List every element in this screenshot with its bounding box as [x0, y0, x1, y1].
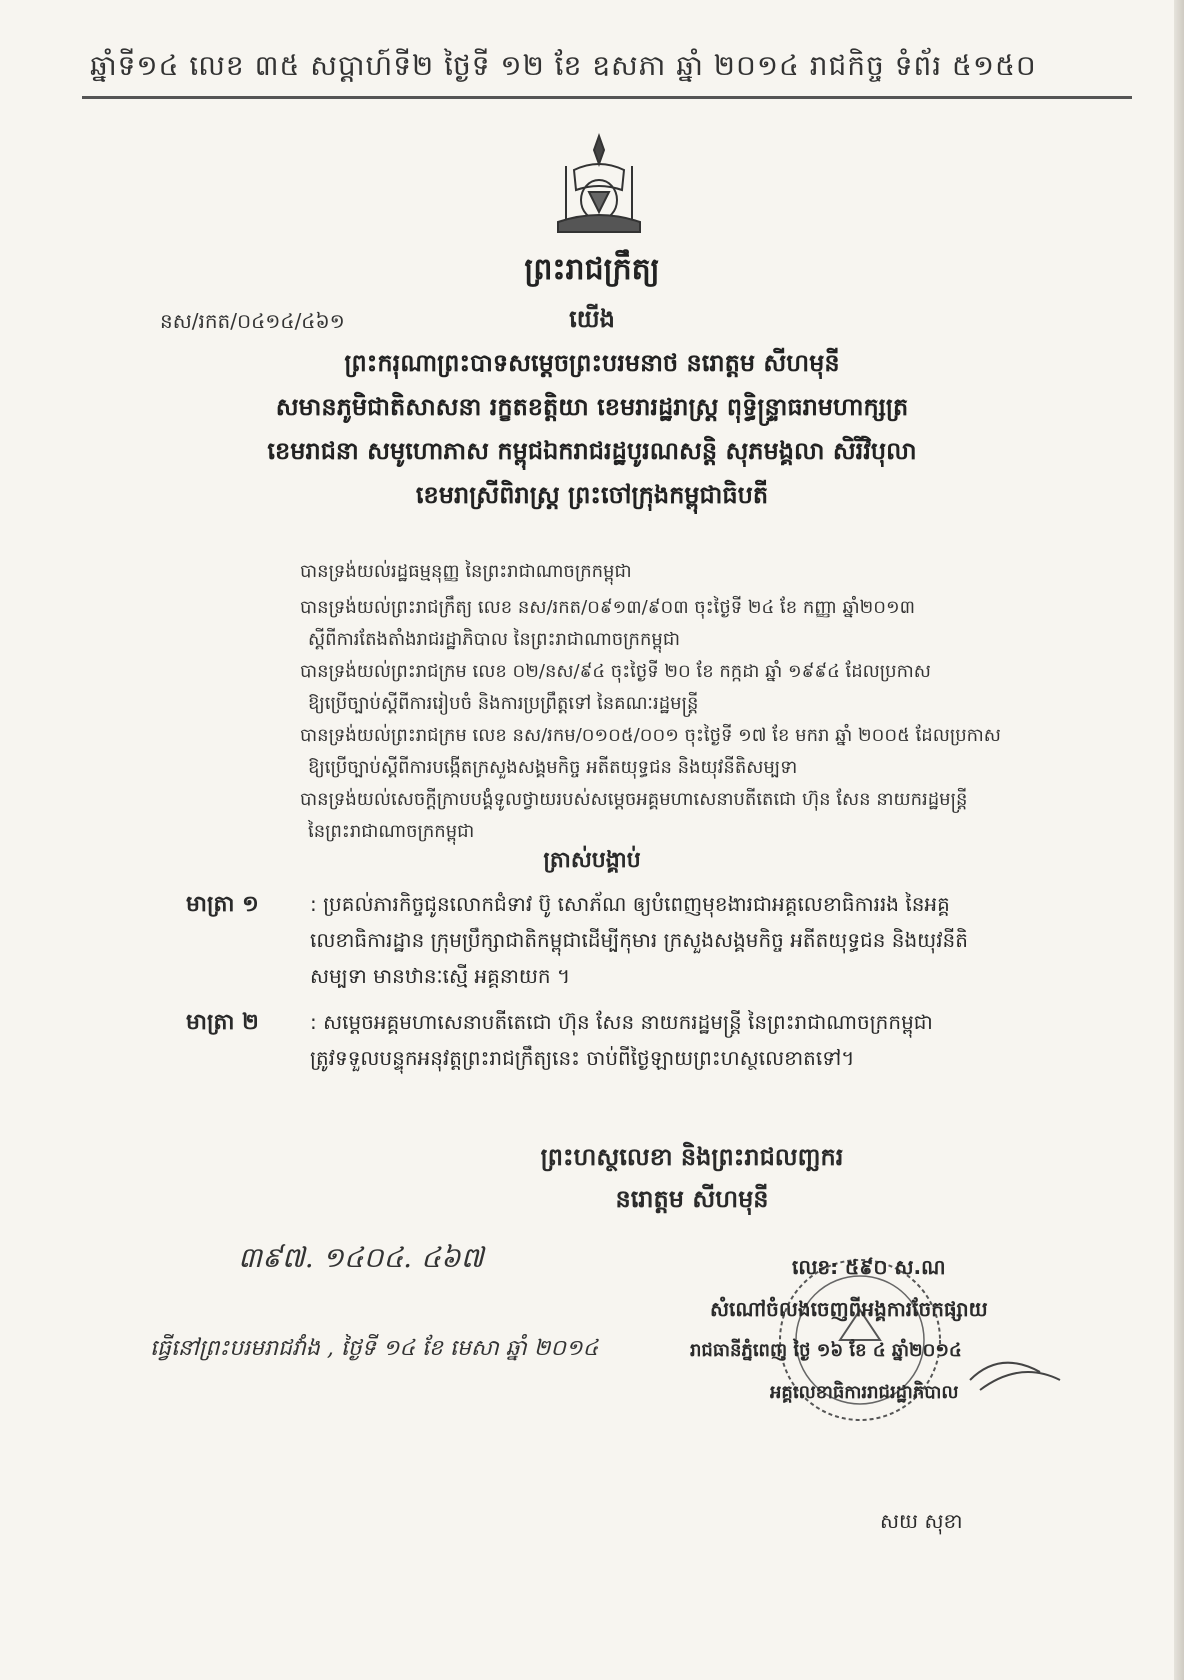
document-title: ព្រះរាជក្រឹត្យ: [524, 252, 660, 287]
stamp-office: សំណៅចំលងចេញពីអង្គការចែកផ្សាយ: [710, 1297, 988, 1321]
header-divider: [82, 96, 1132, 99]
visa-clause: [300, 720, 1080, 784]
stamp-number: លេខ: ៥៩០ ស.ណ: [792, 1255, 946, 1279]
stamp-authority: អគ្គលេខាធិការរាជរដ្ឋាភិបាល: [770, 1382, 959, 1403]
royal-title-line: សមានភូមិជាតិសាសនា រក្ខតខត្តិយា ខេមរារដ្ឋរាស្ត្រ ពុទ្ធិន្ទ្រាធរាមហាក្សត្រ: [275, 392, 909, 421]
visa-line: បានទ្រង់យល់ព្រះរាជក្រម លេខ ០២/នស/៩៤ ចុះថ្ងៃទី ២០ ខែ កក្កដា ឆ្នាំ ១៩៩៤ ដែលប្រកាស: [300, 661, 931, 682]
article-line: សម្បទា មានឋានៈស្មើ អគ្គនាយក ។: [310, 964, 571, 988]
royal-title-line: ខេមរាជនា សមូហោភាស កម្ពុជឯករាជរដ្ឋបូរណសន្តិ សុភមង្គលា សិរីវិបុលា: [267, 436, 917, 465]
article-line: : ប្រគល់ភារកិច្ចជូនលោកជំទាវ ប៊ូ សោភ័ណ ឲ្យបំពេញមុខងារជាអគ្គលេខាធិការរង នៃអគ្គ: [310, 892, 950, 916]
article-line: ត្រូវទទួលបន្ទុកអនុវត្តព្រះរាជក្រឹត្យនេះ ចាប់ពីថ្ងៃឡាយព្រះហស្ថលេខាតទៅ។: [310, 1046, 855, 1070]
visa-line: ស្តីពីការតែងតាំងរាជរដ្ឋាភិបាល នៃព្រះរាជាណាចក្រកម្ពុជា: [308, 629, 680, 650]
article-label: មាត្រា ១: [186, 892, 259, 917]
visa-clause: [300, 592, 1080, 656]
gazette-header: ឆ្នាំទី១៤ លេខ ៣៥ សប្តាហ៍ទី២ ថ្ងៃទី ១២ ខែ ឧសភា ឆ្នាំ ២០១៤ រាជកិច្ច ទំព័រ ៥១៥០: [90, 49, 1037, 82]
royal-emblem-icon: [544, 130, 654, 240]
we-heading: យើង: [569, 305, 615, 333]
visa-line: ឱ្យប្រើច្បាប់ស្តីពីការរៀបចំ និងការប្រព្រឹត្តទៅ នៃគណៈរដ្ឋមន្ត្រី: [308, 693, 699, 714]
stamp-signer: សយ សុខា: [880, 1509, 963, 1533]
visa-line: បានទ្រង់យល់ព្រះរាជក្រម លេខ នស/រកម/០១០៥/០០១ ចុះថ្ងៃទី ១៧ ខែ មករា ឆ្នាំ ២០០៥ ដែលប្រកាស: [300, 725, 1001, 746]
article-line: លេខាធិការដ្ឋាន ក្រុមប្រឹក្សាជាតិកម្ពុជាដើម្បីកុមារ ក្រសួងសង្គមកិច្ច អតីតយុទ្ធជន និងយុវនីតិ: [310, 928, 968, 952]
visa-clause: [300, 656, 1080, 720]
visa-clause: [300, 784, 1080, 848]
decree-heading: ត្រាស់បង្គាប់: [543, 848, 641, 873]
article-label: មាត្រា ២: [186, 1010, 259, 1035]
handwritten-reference: ៣៩៧. ១៤០៤. ៤៦៧: [238, 1241, 484, 1274]
visa-line: បានទ្រង់យល់សេចក្តីក្រាបបង្គំទូលថ្វាយរបស់សម្តេចអគ្គមហាសេនាបតីតេជោ ហ៊ុន សែន នាយករដ្ឋមន្ត្រី: [300, 789, 968, 810]
royal-title-line: ព្រះករុណាព្រះបាទសម្តេចព្រះបរមនាថ នរោត្តម សីហមុនី: [344, 348, 840, 377]
visa-line: ឱ្យប្រើច្បាប់ស្តីពីការបង្កើតក្រសួងសង្គមកិច្ច អតីតយុទ្ធជន និងយុវនីតិសម្បទា: [308, 757, 798, 778]
article-body: [310, 1004, 1070, 1076]
article-body: [310, 886, 1070, 994]
signature-title: ព្រះហស្ថលេខា និងព្រះរាជលញ្ឆករ: [540, 1143, 844, 1171]
reference-number: នស/រកត/០៤១៤/៤៦១: [160, 309, 345, 333]
signatory-name: នរោត្តម សីហមុនី: [615, 1185, 769, 1213]
article-line: : សម្តេចអគ្គមហាសេនាបតីតេជោ ហ៊ុន សែន នាយករដ្ឋមន្ត្រី នៃព្រះរាជាណាចក្រកម្ពុជា: [310, 1010, 933, 1034]
visa-line: បានទ្រង់យល់ព្រះរាជក្រឹត្យ លេខ នស/រកត/០៩១៣/៩០៣ ចុះថ្ងៃទី ២៤ ខែ កញ្ញា ឆ្នាំ២០១៣: [300, 597, 916, 618]
visa-clause: [300, 556, 1080, 588]
visa-line: បានទ្រង់យល់រដ្ឋធម្មនុញ្ញ នៃព្រះរាជាណាចក្រកម្ពុជា: [300, 561, 632, 582]
royal-title-line: ខេមរាស្រីពិរាស្ត្រ ព្រះចៅក្រុងកម្ពុជាធិបតី: [415, 480, 769, 509]
stamp-date: រាជធានីភ្នំពេញ ថ្ងៃ ១៦ ខែ ៤ ឆ្នាំ២០១៤: [690, 1340, 962, 1361]
visa-line: នៃព្រះរាជាណាចក្រកម្ពុជា: [308, 821, 475, 842]
place-date-line: ធ្វើនៅព្រះបរមរាជវាំង , ថ្ងៃទី ១៤ ខែ មេសា ឆ្នាំ ២០១៤: [150, 1336, 599, 1361]
